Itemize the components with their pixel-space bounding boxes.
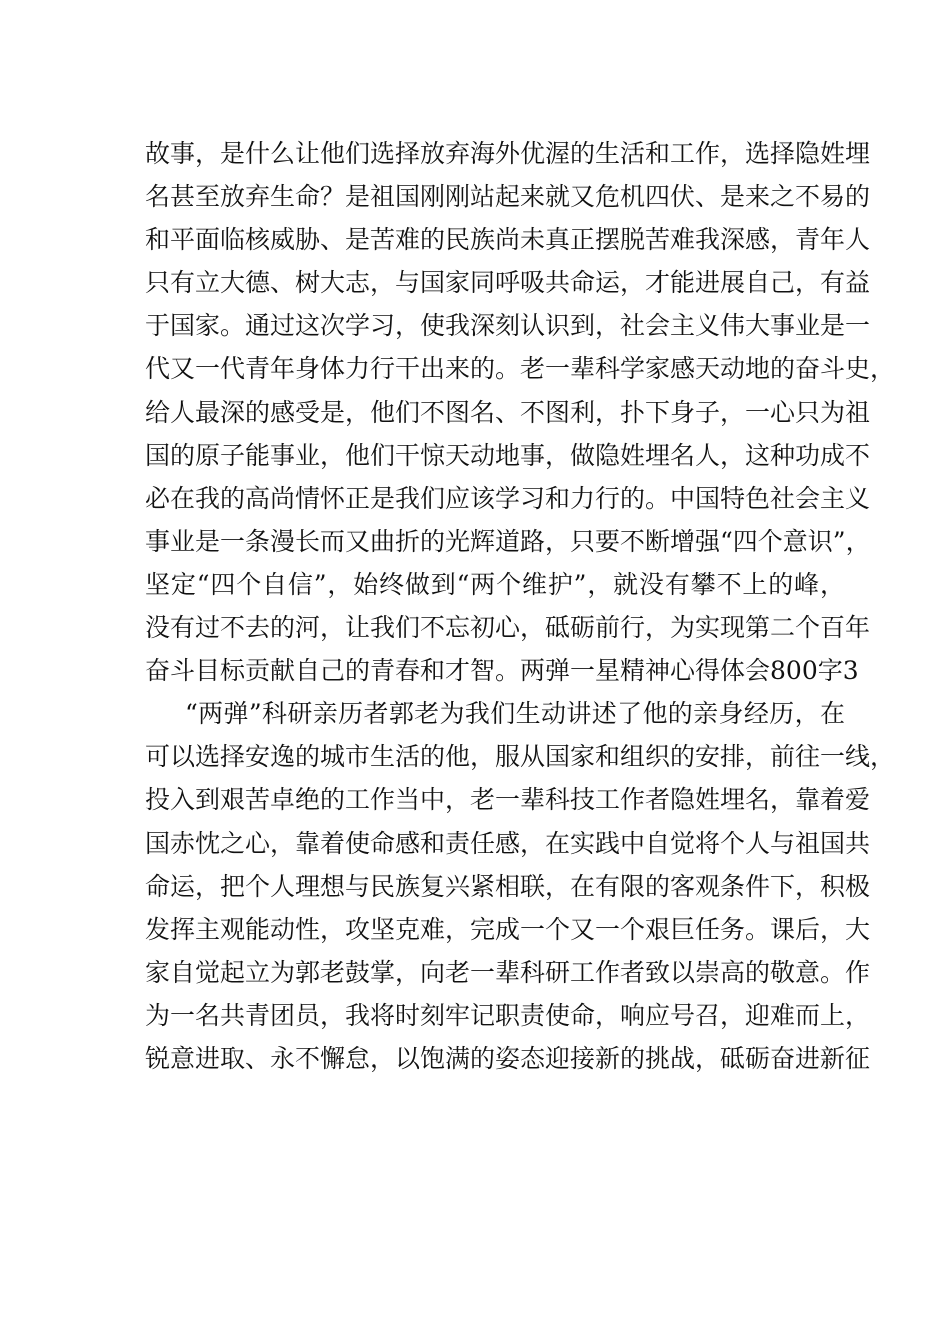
text-line: 锐意进取、永不懈怠，以饱满的姿态迎接新的挑战，砥砺奋进新征	[145, 1043, 871, 1073]
text-line: 命运，把个人理想与民族复兴紧相联，在有限的客观条件下，积极	[145, 871, 871, 901]
text-line: 投入到艰苦卓绝的工作当中，老一辈科技工作者隐姓埋名，靠着爱	[145, 785, 871, 815]
text-line: 只有立大德、树大志，与国家同呼吸共命运，才能进展自己，有益	[145, 268, 871, 298]
text-line: 代又一代青年身体力行干出来的。老一辈科学家感天动地的奋斗史，	[145, 354, 896, 384]
text-line: 坚定“四个自信”，始终做到“两个维护”，就没有攀不上的峰，	[145, 569, 845, 599]
text-line: 奋斗目标贡献自己的青春和才智。两弹一星精神心得体会800字3	[145, 656, 859, 686]
text-line: 事业是一条漫长而又曲折的光辉道路，只要不断增强“四个意识”，	[145, 526, 871, 556]
text-line: 名甚至放弃生命？是祖国刚刚站起来就又危机四伏、是来之不易的	[145, 182, 871, 212]
text-line: 家自觉起立为郭老鼓掌，向老一辈科研工作者致以崇高的敬意。作	[145, 957, 871, 987]
text-line: 于国家。通过这次学习，使我深刻认识到，社会主义伟大事业是一	[145, 311, 871, 341]
text-line: 为一名共青团员，我将时刻牢记职责使命，响应号召，迎难而上，	[145, 1000, 871, 1030]
text-line: 国的原子能事业，他们干惊天动地事，做隐姓埋名人，这种功成不	[145, 440, 871, 470]
paragraph-first-line: “两弹”科研亲历者郭老为我们生动讲述了他的亲身经历，在	[185, 699, 845, 729]
text-line: 国赤忱之心，靠着使命感和责任感，在实践中自觉将个人与祖国共	[145, 828, 871, 858]
text-line: 故事，是什么让他们选择放弃海外优渥的生活和工作，选择隐姓埋	[145, 139, 871, 168]
text-line: 没有过不去的河，让我们不忘初心，砥砺前行，为实现第二个百年	[145, 613, 871, 643]
body-text	[145, 132, 896, 1080]
text-line: 发挥主观能动性，攻坚克难，完成一个又一个艰巨任务。课后，大	[145, 914, 871, 944]
text-line: 必在我的高尚情怀正是我们应该学习和力行的。中国特色社会主义	[145, 483, 871, 513]
text-line: 可以选择安逸的城市生活的他，服从国家和组织的安排，前往一线，	[145, 742, 896, 772]
text-line: 给人最深的感受是，他们不图名、不图利，扑下身子，一心只为祖	[145, 397, 871, 427]
text-line: 和平面临核威胁、是苦难的民族尚未真正摆脱苦难我深感，青年人	[145, 225, 871, 255]
